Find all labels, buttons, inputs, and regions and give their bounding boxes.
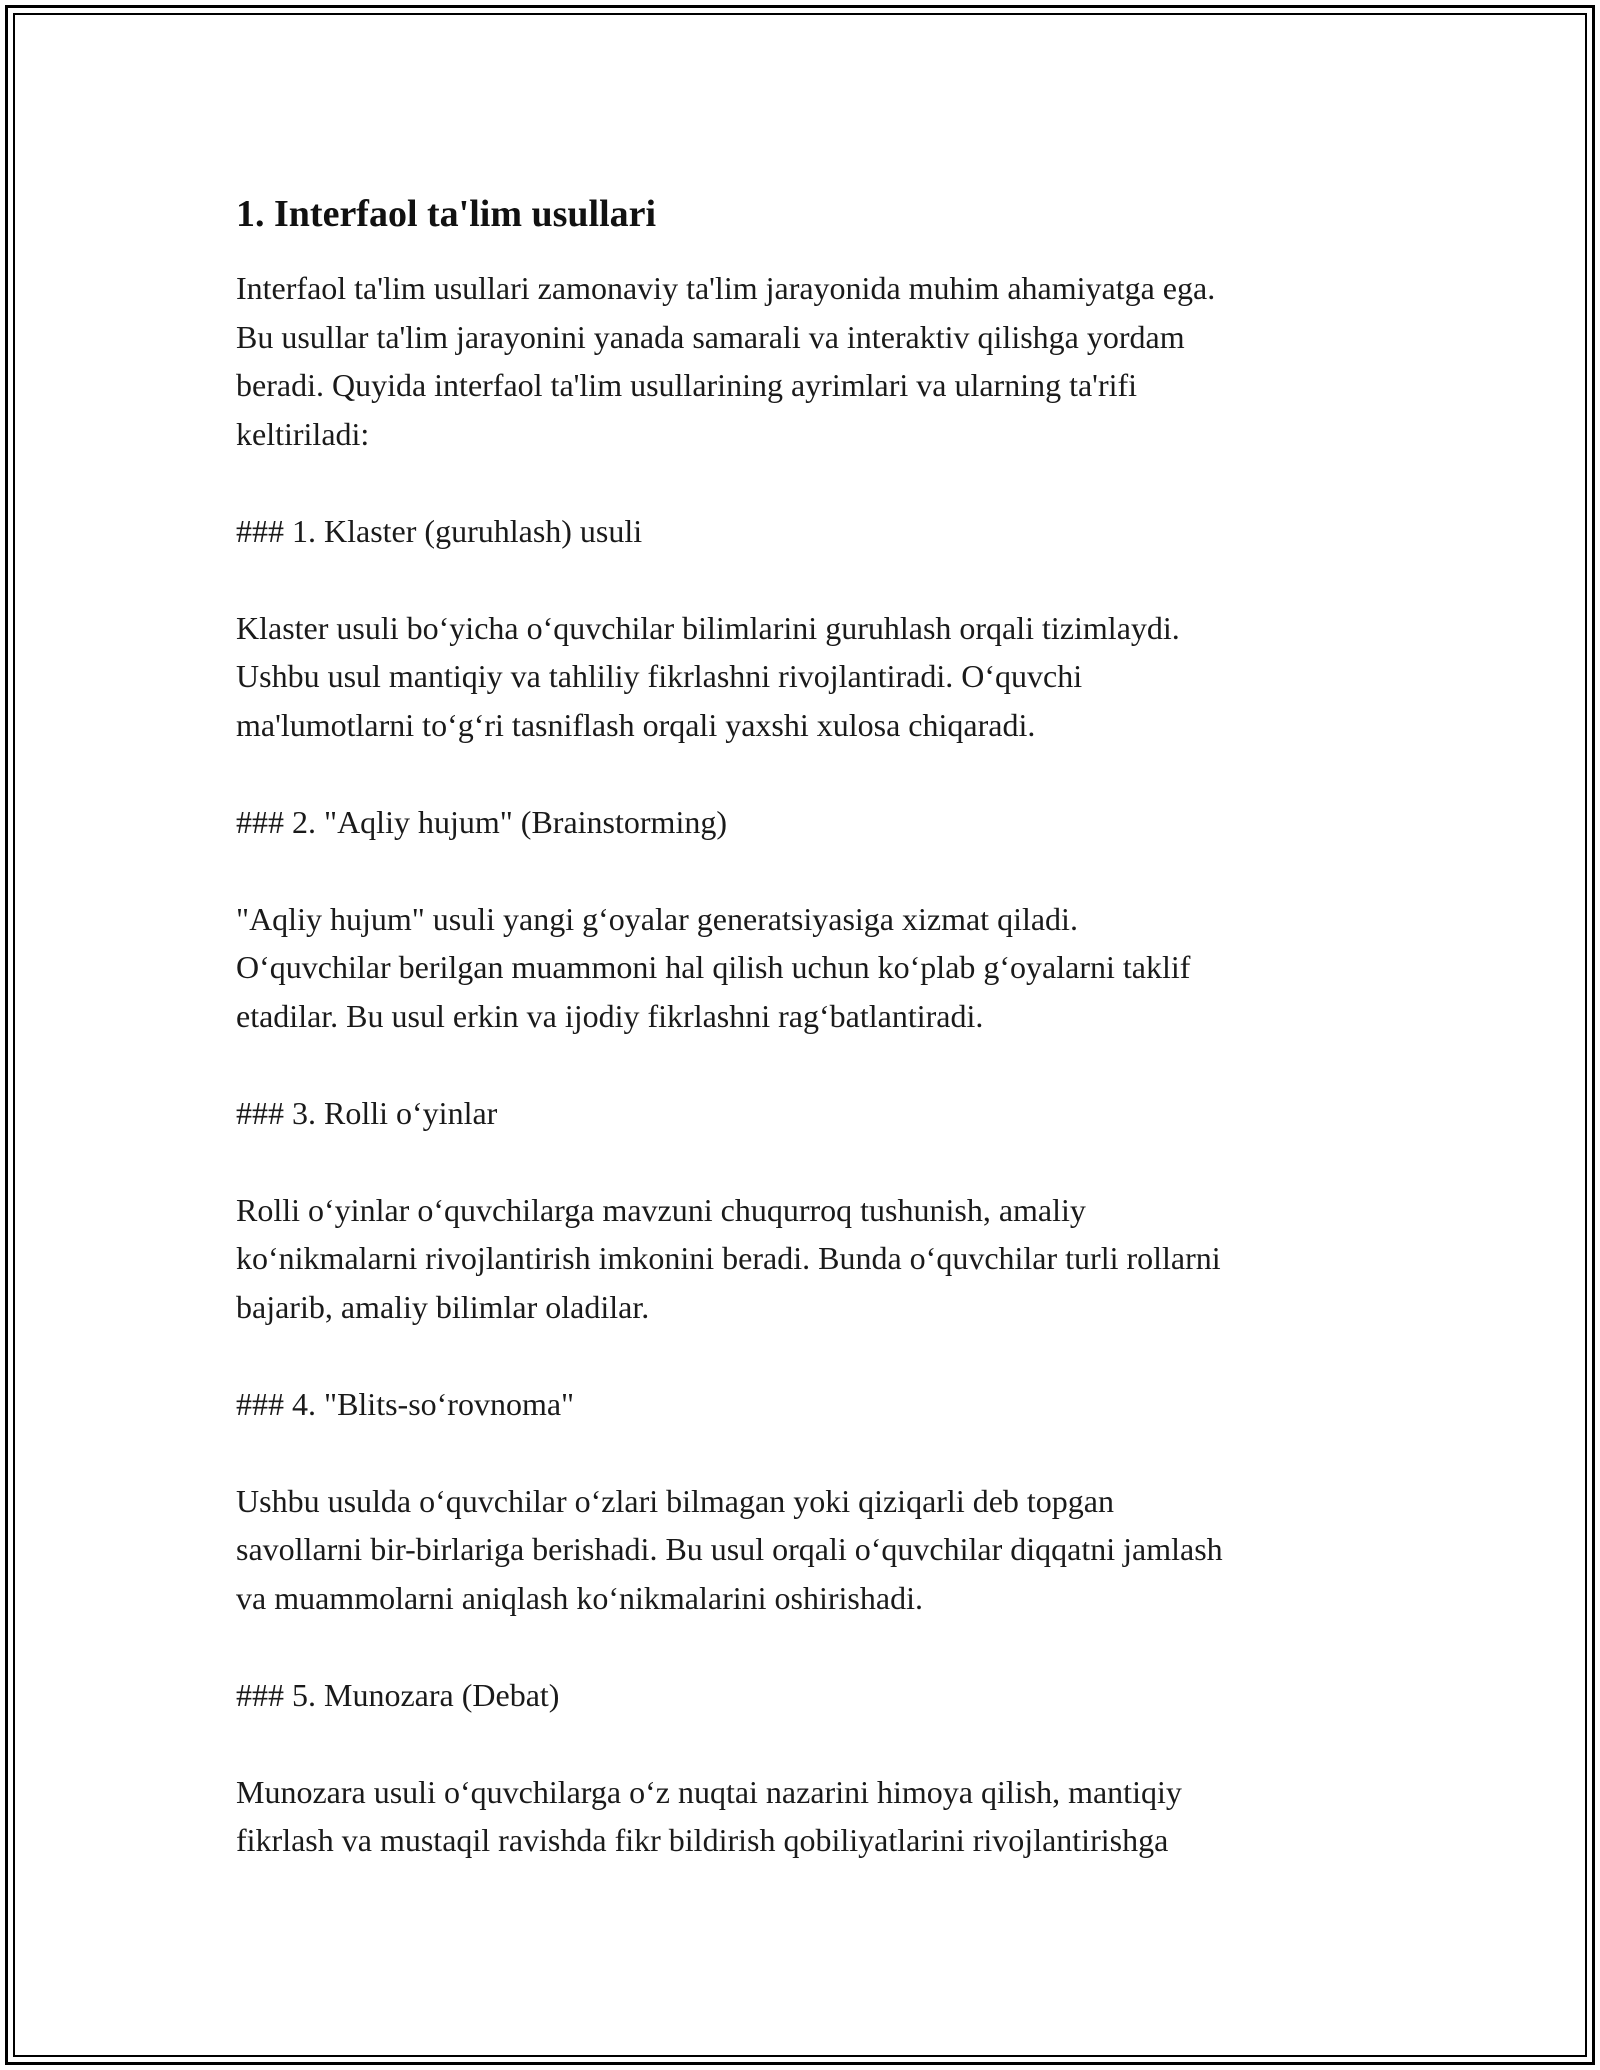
section-heading: ### 5. Munozara (Debat) (236, 1676, 560, 1713)
section-line: va muammolarni aniqlash ko‘nikmalarini oshirishadi. (236, 1579, 923, 1616)
blank-line (236, 1040, 1396, 1089)
section-line: fikrlash va mustaqil ravishda fikr bildirish qobiliyatlarini rivojlantirishga (236, 1822, 1169, 1858)
section-line: ko‘nikmalarni rivojlantirish imkonini beradi. Bunda o‘quvchilar turli rollarni (236, 1240, 1221, 1276)
blank-line (236, 749, 1396, 798)
intro-line: keltiriladi: (236, 415, 370, 452)
section-heading: ### 2. "Aqliy hujum" (Brainstorming) (236, 803, 727, 840)
blank-line (236, 846, 1396, 895)
intro-paragraph (236, 264, 1396, 458)
section-5 (236, 1671, 1396, 1865)
section-line: bajarib, amaliy bilimlar oladilar. (236, 1288, 650, 1325)
blank-line (236, 1428, 1396, 1477)
section-heading: ### 4. "Blits-so‘rovnoma" (236, 1385, 575, 1422)
section-heading: ### 3. Rolli o‘yinlar (236, 1094, 498, 1131)
blank-line (236, 1622, 1396, 1671)
blank-line (236, 458, 1396, 507)
blank-line (236, 555, 1396, 604)
blank-line (236, 1331, 1396, 1380)
document-body (236, 186, 1396, 1865)
section-line: Klaster usuli bo‘yicha o‘quvchilar bilimlarini guruhlash orqali tizimlaydi. (236, 609, 1180, 646)
section-line: "Aqliy hujum" usuli yangi g‘oyalar generatsiyasiga xizmat qiladi. (236, 900, 1078, 937)
blank-line (236, 1137, 1396, 1186)
blank-line (236, 1719, 1396, 1768)
section-line: Munozara usuli o‘quvchilarga o‘z nuqtai nazarini himoya qilish, mantiqiy (236, 1773, 1182, 1810)
intro-line: Bu usullar ta'lim jarayonini yanada samarali va interaktiv qilishga yordam (236, 318, 1185, 355)
section-1 (236, 507, 1396, 750)
section-line: savollarni bir-birlariga berishadi. Bu usul orqali o‘quvchilar diqqatni jamlash (236, 1531, 1223, 1567)
section-line: Ushbu usulda o‘quvchilar o‘zlari bilmagan yoki qiziqarli deb topgan (236, 1482, 1114, 1519)
section-3 (236, 1089, 1396, 1332)
section-line: Rolli o‘yinlar o‘quvchilarga mavzuni chuqurroq tushunish, amaliy (236, 1191, 1086, 1228)
section-heading: ### 1. Klaster (guruhlash) usuli (236, 512, 643, 549)
document-title: 1. Interfaol ta'lim usullari (236, 193, 657, 235)
intro-line: Interfaol ta'lim usullari zamonaviy ta'lim jarayonida muhim ahamiyatga ega. (236, 270, 1216, 306)
intro-line: beradi. Quyida interfaol ta'lim usullarining ayrimlari va ularning ta'rifi (236, 367, 1138, 403)
section-4 (236, 1380, 1396, 1623)
section-line: ma'lumotlarni to‘g‘ri tasniflash orqali yaxshi xulosa chiqaradi. (236, 706, 1036, 743)
section-line: O‘quvchilar berilgan muammoni hal qilish uchun ko‘plab g‘oyalarni taklif (236, 949, 1191, 985)
section-line: etadilar. Bu usul erkin va ijodiy fikrlashni rag‘batlantiradi. (236, 997, 984, 1034)
section-2 (236, 798, 1396, 1041)
section-line: Ushbu usul mantiqiy va tahliliy fikrlashni rivojlantiradi. O‘quvchi (236, 658, 1083, 694)
